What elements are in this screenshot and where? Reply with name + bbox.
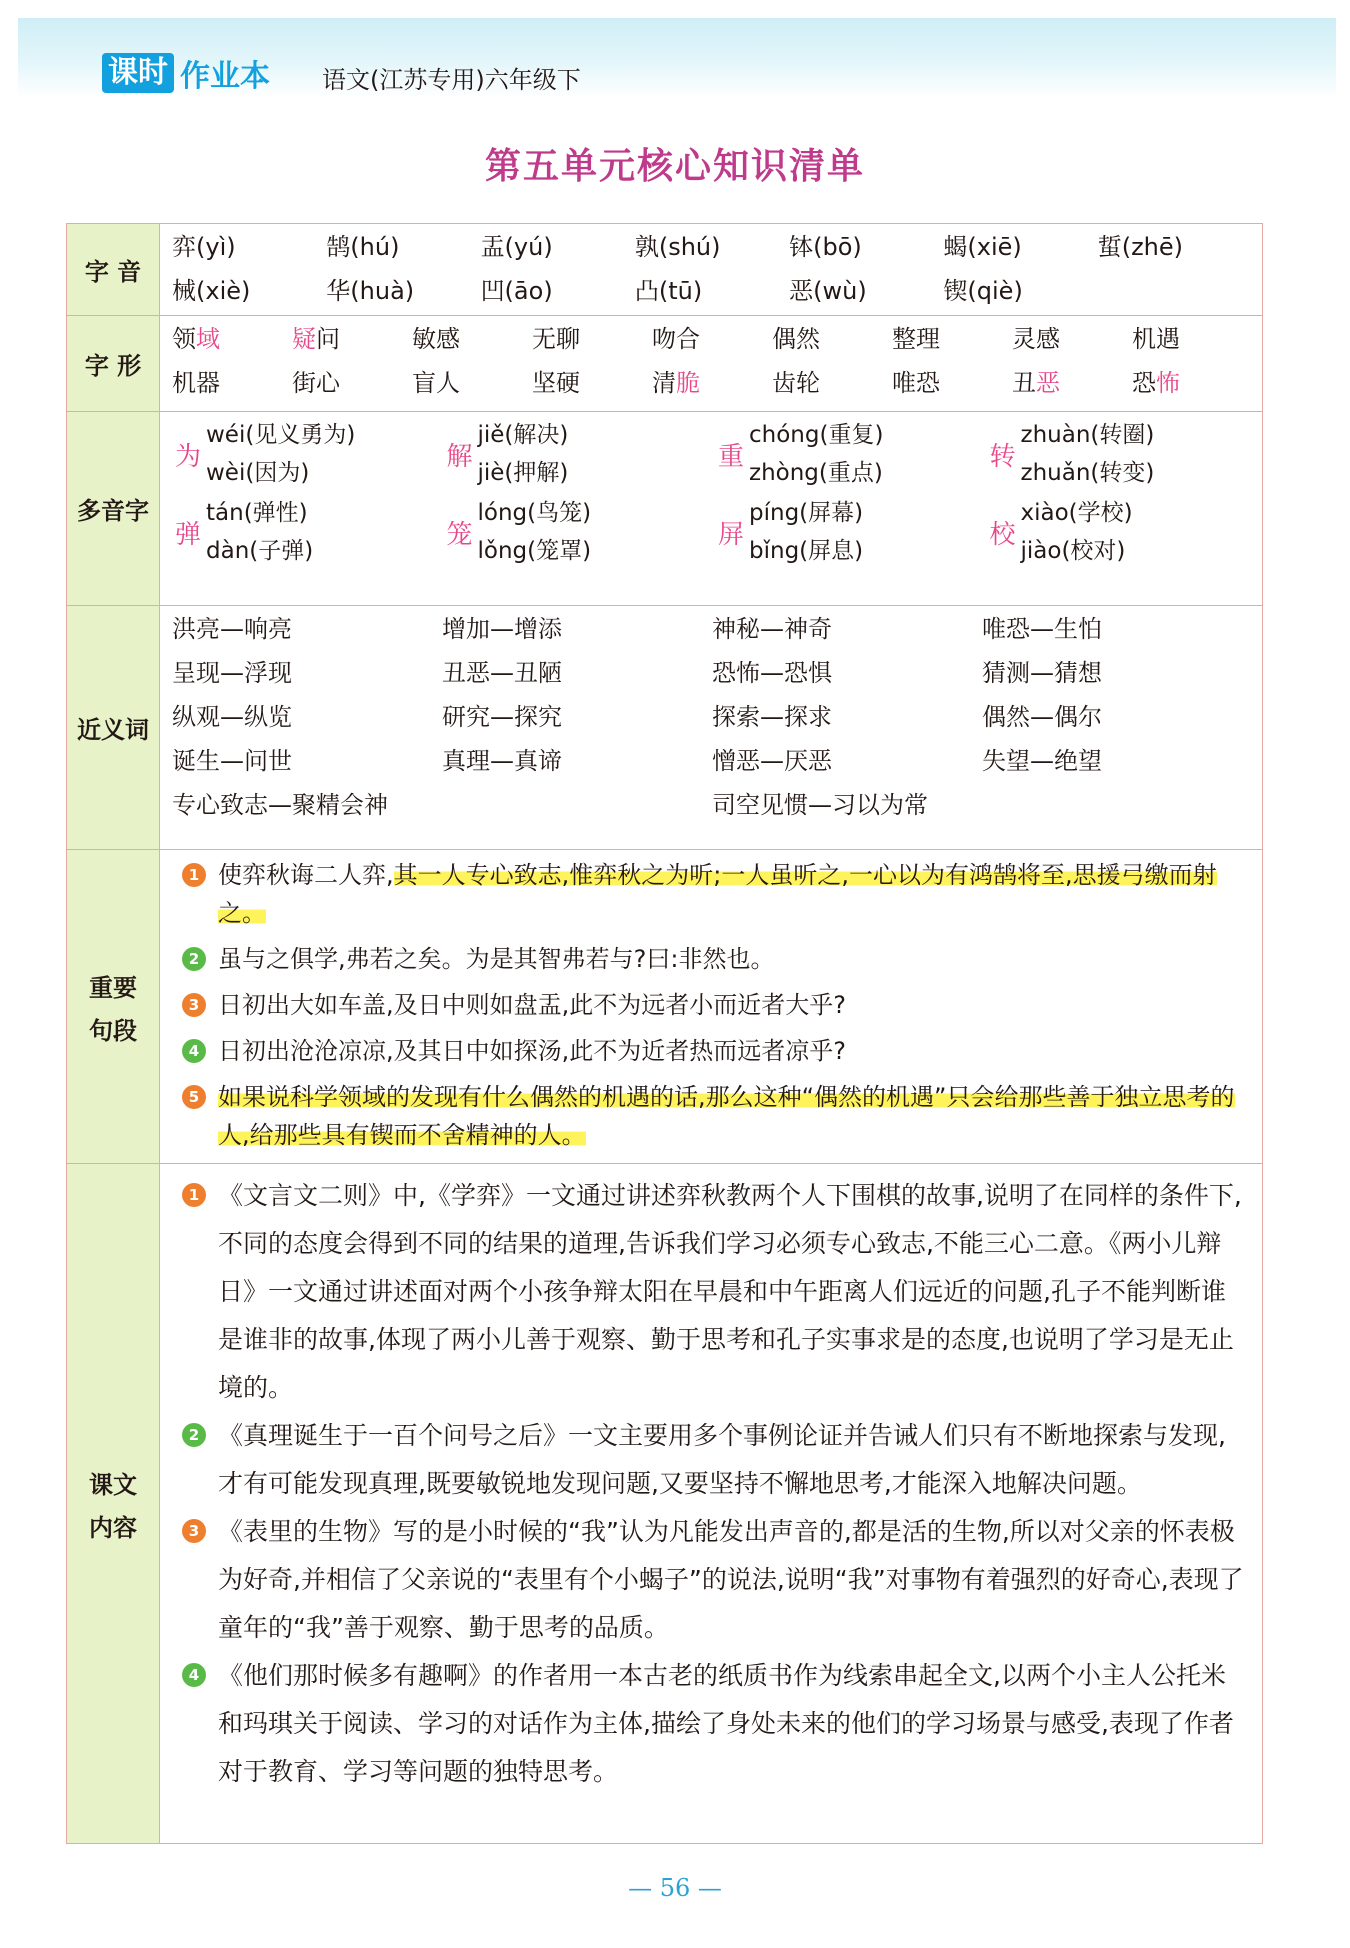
glyph-part: 问 <box>316 325 340 353</box>
polyphone-char: 弹 <box>174 519 201 550</box>
subject-label: 语文(江苏专用)六年级下 <box>322 66 581 94</box>
synonym-pair: 偶然—偶尔 <box>982 703 1102 731</box>
pronunciation-item: 盂(yú) <box>480 233 553 261</box>
synonym-pair: 唯恐—生怕 <box>982 615 1102 643</box>
label-lesson-content-line2: 内容 <box>89 1513 137 1542</box>
polyphone-readings <box>478 416 569 492</box>
content-item <box>182 1508 1244 1652</box>
synonym-pair: 真理—真谛 <box>442 747 562 775</box>
polyphone-group <box>713 416 985 492</box>
glyph-part: 偶然 <box>772 325 820 353</box>
polyphone-reading: jiè(押解) <box>477 460 569 486</box>
glyph-part: 机遇 <box>1132 325 1180 353</box>
glyph-part: 怖 <box>1156 369 1180 397</box>
number-badge: 1 <box>182 1183 206 1207</box>
polyphone-char: 校 <box>989 519 1016 550</box>
pronunciation-item: 华(huà) <box>326 277 415 305</box>
content-text: 《表里的生物》写的是小时候的“我”认为凡能发出声音的,都是活的生物,所以对父亲的怀表极为好奇,并相信了父亲说的“表里有个小蝎子”的说法,说明“我”对事物有着强烈的好奇心,表现了童年的“我”善于观察、勤于思考的品质。 <box>218 1517 1244 1642</box>
publisher-logo <box>102 52 270 94</box>
glyph-part: 机器 <box>172 369 220 397</box>
sentence-plain: 使弈秋诲二人弈, <box>218 861 394 889</box>
glyph-item <box>532 364 652 402</box>
knowledge-table <box>66 223 1263 1844</box>
number-badge: 4 <box>182 1663 206 1687</box>
glyph-part: 齿轮 <box>772 369 820 397</box>
glyph-part: 丑 <box>1012 369 1036 397</box>
label-key-sentences-line1: 重要 <box>89 973 137 1002</box>
synonym-pair: 专心致志—聚精会神 <box>172 791 388 819</box>
lesson-content-list <box>160 1164 1262 1802</box>
label-glyphs: 字 形 <box>67 316 160 412</box>
polyphone-reading: xiào(学校) <box>1020 500 1133 526</box>
content-item <box>182 1652 1244 1796</box>
polyphone-reading: jiào(校对) <box>1020 538 1126 564</box>
page-title: 第五单元核心知识清单 <box>484 146 865 187</box>
polyphone-readings <box>1021 416 1155 492</box>
pronunciation-item: 孰(shú) <box>634 233 721 261</box>
glyph-item <box>772 320 892 358</box>
polyphone-char: 转 <box>989 441 1016 472</box>
polyphone-group <box>170 416 442 492</box>
number-badge: 2 <box>182 947 206 971</box>
glyph-item <box>1132 364 1252 402</box>
glyph-item <box>892 320 1012 358</box>
sentence-highlight: 其一人专心致志,惟弈秋之为听;一人虽听之,一心以为有鸿鹄将至,思援弓缴而射之。 <box>218 861 1217 927</box>
label-key-sentences-line2: 句段 <box>89 1016 137 1045</box>
sentence-item <box>182 986 1244 1024</box>
polyphone-readings <box>749 416 883 492</box>
polyphone-group <box>442 416 714 492</box>
label-synonyms: 近义词 <box>67 606 160 850</box>
sentence-text <box>218 856 1244 932</box>
synonym-list <box>160 606 1262 828</box>
polyphone-reading: bǐng(屏息) <box>749 538 864 564</box>
number-badge: 1 <box>182 863 206 887</box>
label-key-sentences <box>67 850 160 1164</box>
polyphone-reading: lǒng(笼罩) <box>477 538 592 564</box>
sentence-plain: 虽与之俱学,弗若之矣。为是其智弗若与?曰:非然也。 <box>218 945 775 973</box>
polyphone-char: 解 <box>446 441 473 472</box>
synonym-pair: 司空见惯—习以为常 <box>712 791 928 819</box>
synonym-pair: 纵观—纵览 <box>172 703 292 731</box>
polyphone-reading: tán(弹性) <box>206 500 308 526</box>
glyph-part: 唯恐 <box>892 369 940 397</box>
sentence-item <box>182 856 1244 932</box>
synonym-pair: 呈现—浮现 <box>172 659 292 687</box>
content-text: 《文言文二则》中,《学弈》一文通过讲述弈秋教两个人下围棋的故事,说明了在同样的条件下,不同的态度会得到不同的结果的道理,告诉我们学习必须专心致志,不能三心二意。《两小儿辩日》一文通过讲述面对两个小孩争辩太阳在早晨和中午距离人们远近的问题,孔子不能判断谁是谁非的故事,体现了两小儿善于观察、勤于思考和孔子实事求是的态度,也说明了学习是无止境的。 <box>218 1181 1242 1402</box>
synonym-pair: 增加—增添 <box>442 615 562 643</box>
sentence-list <box>160 850 1262 1160</box>
polyphone-char: 为 <box>174 441 201 472</box>
polyphone-group <box>985 416 1257 492</box>
glyph-item <box>892 364 1012 402</box>
sentence-plain: 日初出沧沧凉凉,及其日中如探汤,此不为近者热而远者凉乎? <box>218 1037 846 1065</box>
glyph-part: 清 <box>652 369 676 397</box>
polyphone-char: 重 <box>717 441 744 472</box>
content-text: 《他们那时候多有趣啊》的作者用一本古老的纸质书作为线索串起全文,以两个小主人公托米和玛琪关于阅读、学习的对话作为主体,描绘了身处未来的他们的学习场景与感受,表现了作者对于教育、学习等问题的独特思考。 <box>218 1661 1234 1786</box>
synonym-pair: 丑恶—丑陋 <box>442 659 562 687</box>
polyphone-reading: jiě(解决) <box>477 422 569 448</box>
row-glyphs <box>67 316 1263 412</box>
synonym-pair: 洪亮—响亮 <box>172 615 292 643</box>
sentence-text <box>218 1078 1244 1154</box>
pronunciation-item: 蝎(xiē) <box>943 233 1022 261</box>
polyphone-char: 笼 <box>446 519 473 550</box>
glyph-part: 疑 <box>292 325 316 353</box>
sentence-text <box>218 986 1244 1024</box>
glyph-part: 恐 <box>1132 369 1156 397</box>
polyphone-group <box>442 494 714 570</box>
sentence-text <box>218 1032 1244 1070</box>
pronunciation-item: 械(xiè) <box>172 277 251 305</box>
polyphone-list <box>160 412 1262 574</box>
polyphone-readings <box>478 494 592 570</box>
polyphone-reading: zhuàn(转圈) <box>1020 422 1155 448</box>
polyphone-group <box>170 494 442 570</box>
glyph-item <box>292 320 412 358</box>
number-badge: 2 <box>182 1423 206 1447</box>
sentence-item <box>182 1078 1244 1154</box>
glyph-part: 恶 <box>1036 369 1060 397</box>
glyph-item <box>412 320 532 358</box>
polyphone-group <box>985 494 1257 570</box>
content-item <box>182 1172 1244 1412</box>
glyph-part: 敏感 <box>412 325 460 353</box>
pronunciation-item: 弈(yì) <box>172 233 236 261</box>
number-badge: 3 <box>182 1519 206 1543</box>
number-badge: 4 <box>182 1039 206 1063</box>
label-pronunciation: 字 音 <box>67 224 160 316</box>
polyphone-reading: wèi(因为) <box>206 460 310 486</box>
pronunciation-item: 钵(bō) <box>789 233 862 261</box>
glyph-item <box>1012 364 1132 402</box>
glyph-part: 无聊 <box>532 325 580 353</box>
sentence-plain: 日初出大如车盖,及日中则如盘盂,此不为远者小而近者大乎? <box>218 991 846 1019</box>
glyph-part: 灵感 <box>1012 325 1060 353</box>
polyphone-reading: zhòng(重点) <box>749 460 883 486</box>
glyph-item <box>652 364 772 402</box>
number-badge: 3 <box>182 993 206 1017</box>
pronunciation-item: 凹(āo) <box>480 277 553 305</box>
glyph-part: 吻合 <box>652 325 700 353</box>
synonym-pair: 研究—探究 <box>442 703 562 731</box>
pronunciation-item: 蜇(zhē) <box>1097 233 1184 261</box>
sentence-highlight: 如果说科学领域的发现有什么偶然的机遇的话,那么这种“偶然的机遇”只会给那些善于独立思考的人,给那些具有锲而不舍精神的人。 <box>218 1083 1235 1149</box>
glyph-part: 域 <box>196 325 220 353</box>
synonym-pair: 探索—探求 <box>712 703 832 731</box>
polyphone-char: 屏 <box>717 519 744 550</box>
glyph-part: 整理 <box>892 325 940 353</box>
glyph-item <box>412 364 532 402</box>
logo-main: 课时 <box>102 53 174 93</box>
label-polyphones: 多音字 <box>67 412 160 606</box>
row-lesson-content <box>67 1164 1263 1844</box>
pronunciation-item: 锲(qiè) <box>943 277 1023 305</box>
synonym-pair: 神秘—神奇 <box>712 615 832 643</box>
row-synonyms <box>67 606 1263 850</box>
glyph-item <box>532 320 652 358</box>
sentence-text <box>218 940 1244 978</box>
glyph-item <box>172 320 292 358</box>
pronunciation-item: 鹄(hú) <box>326 233 400 261</box>
polyphone-reading: lóng(鸟笼) <box>477 500 592 526</box>
polyphone-readings <box>1021 494 1133 570</box>
page-number: — 56 — <box>628 1874 722 1902</box>
glyph-item <box>1132 320 1252 358</box>
polyphone-reading: chóng(重复) <box>749 422 884 448</box>
sentence-item <box>182 1032 1244 1070</box>
pronunciation-item: 凸(tū) <box>634 277 703 305</box>
glyph-item <box>1012 320 1132 358</box>
polyphone-group <box>713 494 985 570</box>
glyph-item <box>652 320 772 358</box>
glyph-part: 领 <box>172 325 196 353</box>
polyphone-reading: zhuǎn(转变) <box>1020 460 1155 486</box>
synonym-pair: 诞生—问世 <box>172 747 292 775</box>
content-item <box>182 1412 1244 1508</box>
glyph-part: 脆 <box>676 369 700 397</box>
row-pronunciation <box>67 224 1263 316</box>
polyphone-readings <box>206 416 355 492</box>
pronunciation-list <box>160 224 1262 314</box>
glyph-item <box>772 364 892 402</box>
glyph-item <box>292 364 412 402</box>
pronunciation-item: 恶(wù) <box>789 277 867 305</box>
glyph-list <box>160 316 1262 406</box>
synonym-pair: 憎恶—厌恶 <box>712 747 832 775</box>
glyph-part: 盲人 <box>412 369 460 397</box>
glyph-item <box>172 364 292 402</box>
polyphone-reading: píng(屏幕) <box>749 500 864 526</box>
label-lesson-content-line1: 课文 <box>89 1470 137 1499</box>
synonym-pair: 恐怖—恐惧 <box>712 659 832 687</box>
synonym-pair: 失望—绝望 <box>982 747 1102 775</box>
polyphone-reading: dàn(子弹) <box>206 538 314 564</box>
number-badge: 5 <box>182 1085 206 1109</box>
logo-sub: 作业本 <box>180 59 270 94</box>
glyph-part: 街心 <box>292 369 340 397</box>
row-polyphones <box>67 412 1263 606</box>
row-key-sentences <box>67 850 1263 1164</box>
label-lesson-content <box>67 1164 160 1844</box>
polyphone-readings <box>749 494 863 570</box>
synonym-pair: 猜测—猜想 <box>982 659 1102 687</box>
sentence-item <box>182 940 1244 978</box>
content-text: 《真理诞生于一百个问号之后》一文主要用多个事例论证并告诫人们只有不断地探索与发现,才有可能发现真理,既要敏锐地发现问题,又要坚持不懈地思考,才能深入地解决问题。 <box>218 1421 1226 1498</box>
polyphone-readings <box>206 494 313 570</box>
glyph-part: 坚硬 <box>532 369 580 397</box>
polyphone-reading: wéi(见义勇为) <box>206 422 356 448</box>
